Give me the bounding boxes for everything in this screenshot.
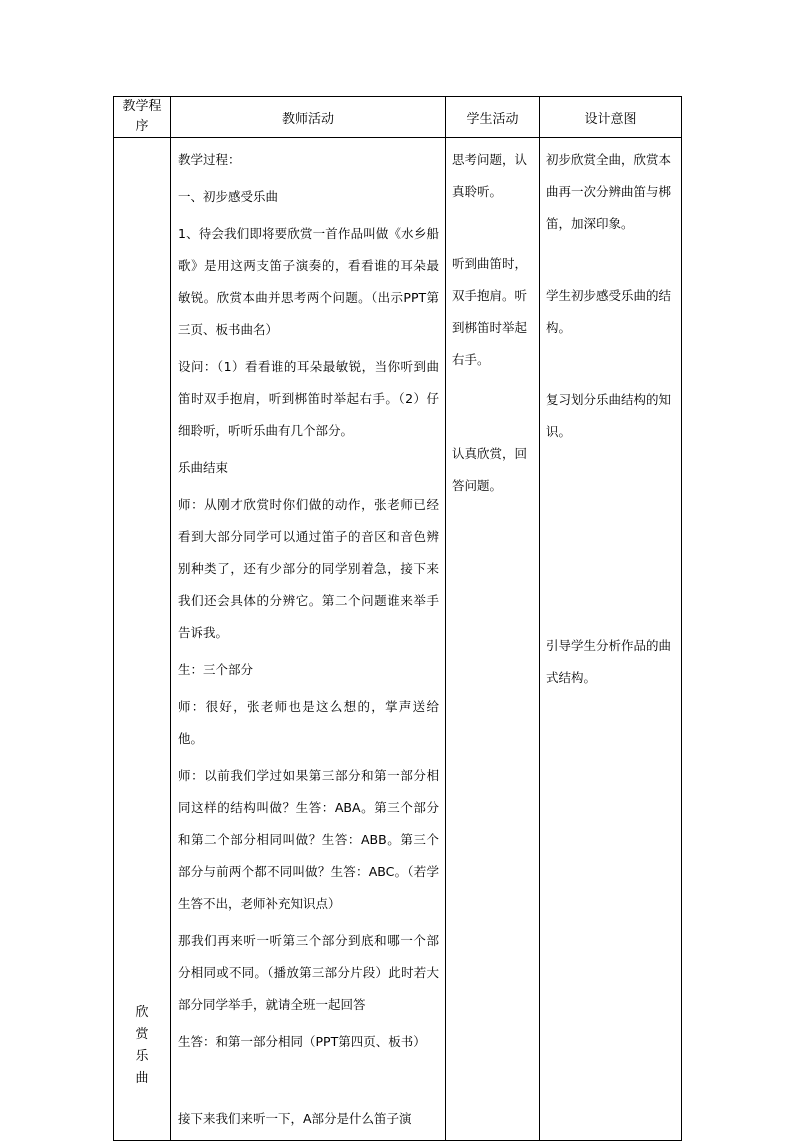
- lesson-plan-table: [113, 96, 682, 1141]
- student-activity-text: 听到曲笛时，双手抱肩。听到梆笛时举起右手。: [452, 256, 528, 367]
- stage-char: 赏: [135, 1027, 149, 1042]
- student-activity-text: 思考问题，认真聆听。: [452, 152, 528, 199]
- header-teaching-procedure: [114, 97, 171, 138]
- teacher-paragraph: 师：以前我们学过如果第三部分和第一部分相同这样的结构叫做？生答：ABA。第三个部分和第二个部分相同叫做？生答：ABB。第三个部分与前两个都不同叫做？生答：ABC。（若学生答不出，老师补充知识点）: [178, 768, 439, 911]
- header-procedure-line-2: 序: [135, 119, 149, 134]
- design-intent-text: 初步欣赏全曲，欣赏本曲再一次分辨曲笛与梆笛，加深印象。: [546, 152, 672, 231]
- teacher-paragraph: 生：三个部分: [178, 662, 254, 677]
- teacher-activity-cell: [171, 138, 446, 1141]
- teacher-paragraph: 设问：（1）看看谁的耳朵最敏锐，当你听到曲笛时双手抱肩，听到梆笛时举起右手。（2）仔细聆听，听听乐曲有几个部分。: [178, 359, 439, 438]
- header-procedure-line-1: 教学程: [122, 99, 162, 114]
- teacher-paragraph: 教学过程：: [178, 152, 241, 167]
- teacher-paragraph: 师：很好，张老师也是这么想的，掌声送给他。: [178, 699, 439, 746]
- header-teacher-activity: 教师活动: [171, 97, 446, 138]
- teacher-paragraph: 接下来我们来听一下，A部分是什么笛子演: [178, 1111, 412, 1126]
- teacher-paragraph: 一、初步感受乐曲: [178, 189, 279, 204]
- teacher-paragraph: 生答：和第一部分相同（PPT第四页、板书）: [178, 1034, 426, 1049]
- teacher-paragraph: 那我们再来听一听第三个部分到底和哪一个部分相同或不同。（播放第三部分片段）此时若大部分同学举手，就请全班一起回答: [178, 933, 439, 1012]
- student-activity-text: 认真欣赏，回答问题。: [452, 446, 528, 493]
- table-header-row: [114, 97, 682, 138]
- stage-char: 曲: [135, 1071, 149, 1086]
- design-intent-text: 引导学生分析作品的曲式结构。: [546, 638, 672, 685]
- teacher-paragraph: 乐曲结束: [178, 460, 229, 475]
- stage-cell: [114, 138, 171, 1141]
- header-student-activity: 学生活动: [446, 97, 540, 138]
- stage-char: 乐: [135, 1049, 149, 1064]
- teacher-paragraph: 师：从刚才欣赏时你们做的动作，张老师已经看到大部分同学可以通过笛子的音区和音色辨别种类了，还有少部分的同学别着急，接下来我们还会具体的分辨它。第二个问题谁来举手告诉我。: [178, 497, 439, 640]
- header-design-intent: 设计意图: [540, 97, 682, 138]
- table-body-row: [114, 138, 682, 1141]
- stage-char: 欣: [135, 1005, 149, 1020]
- design-intent-cell: [540, 138, 682, 1141]
- design-intent-text: 复习划分乐曲结构的知识。: [546, 392, 672, 439]
- design-intent-text: 学生初步感受乐曲的结构。: [546, 288, 672, 335]
- student-activity-cell: [446, 138, 540, 1141]
- stage-label: [114, 1002, 170, 1090]
- teacher-paragraph: 1、待会我们即将要欣赏一首作品叫做《水乡船歌》是用这两支笛子演奏的，看看谁的耳朵最敏锐。欣赏本曲并思考两个问题。（出示PPT第三页、板书曲名）: [178, 226, 439, 337]
